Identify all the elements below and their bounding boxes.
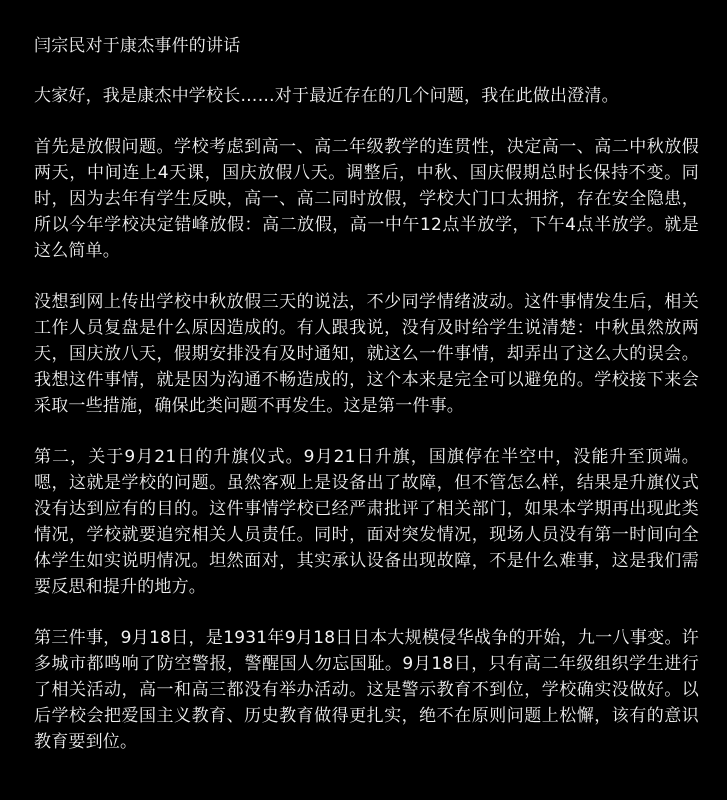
document-title: 闫宗民对于康杰事件的讲话 — [34, 36, 241, 56]
paragraph-greeting: 大家好，我是康杰中学校长……对于最近存在的几个问题，我在此做出澄清。 — [34, 86, 619, 106]
paragraph-misunderstanding: 没想到网上传出学校中秋放假三天的说法，不少同学情绪波动。这件事情发生后，相关工作人员复盘是什么原因造成的。有人跟我说，没有及时给学生说清楚：中秋虽然放两天，国庆放八天，假期安排没有及时通知，就这么一件事情，却弄出了这么大的误会。我想这件事情，就是因为沟通不畅造成的，这个本来是完全可以避免的。学校接下来会采取一些措施，确保此类问题不再发生。这是第一件事。 — [34, 292, 699, 416]
paragraph-flag-ceremony: 第二，关于9月21日的升旗仪式。9月21日升旗，国旗停在半空中，没能升至顶端。嗯，这就是学校的问题。虽然客观上是设备出了故障，但不管怎么样，结果是升旗仪式没有达到应有的目的。这件事情学校已经严肃批评了相关部门，如果本学期再出现此类情况，学校就要追究相关人员责任。同时，面对突发情况，现场人员没有第一时间向全体学生如实说明情况。坦然面对，其实承认设备出现故障，不是什么难事，这是我们需要反思和提升的地方。 — [34, 447, 699, 597]
paragraph-holiday: 首先是放假问题。学校考虑到高一、高二年级教学的连贯性，决定高一、高二中秋放假两天，中间连上4天课，国庆放假八天。调整后，中秋、国庆假期总时长保持不变。同时，因为去年有学生反映，高一、高二同时放假，学校大门口太拥挤，存在安全隐患，所以今年学校决定错峰放假：高二放假，高一中午12点半放学，下午4点半放学。就是这么简单。 — [34, 137, 699, 261]
paragraph-september-18: 第三件事，9月18日，是1931年9月18日日本大规模侵华战争的开始，九一八事变。许多城市都鸣响了防空警报，警醒国人勿忘国耻。9月18日，只有高二年级组织学生进行了相关活动，高一和高三都没有举办活动。这是警示教育不到位，学校确实没做好。以后学校会把爱国主义教育、历史教育做得更扎实，绝不在原则问题上松懈，该有的意识教育要到位。 — [34, 628, 699, 752]
